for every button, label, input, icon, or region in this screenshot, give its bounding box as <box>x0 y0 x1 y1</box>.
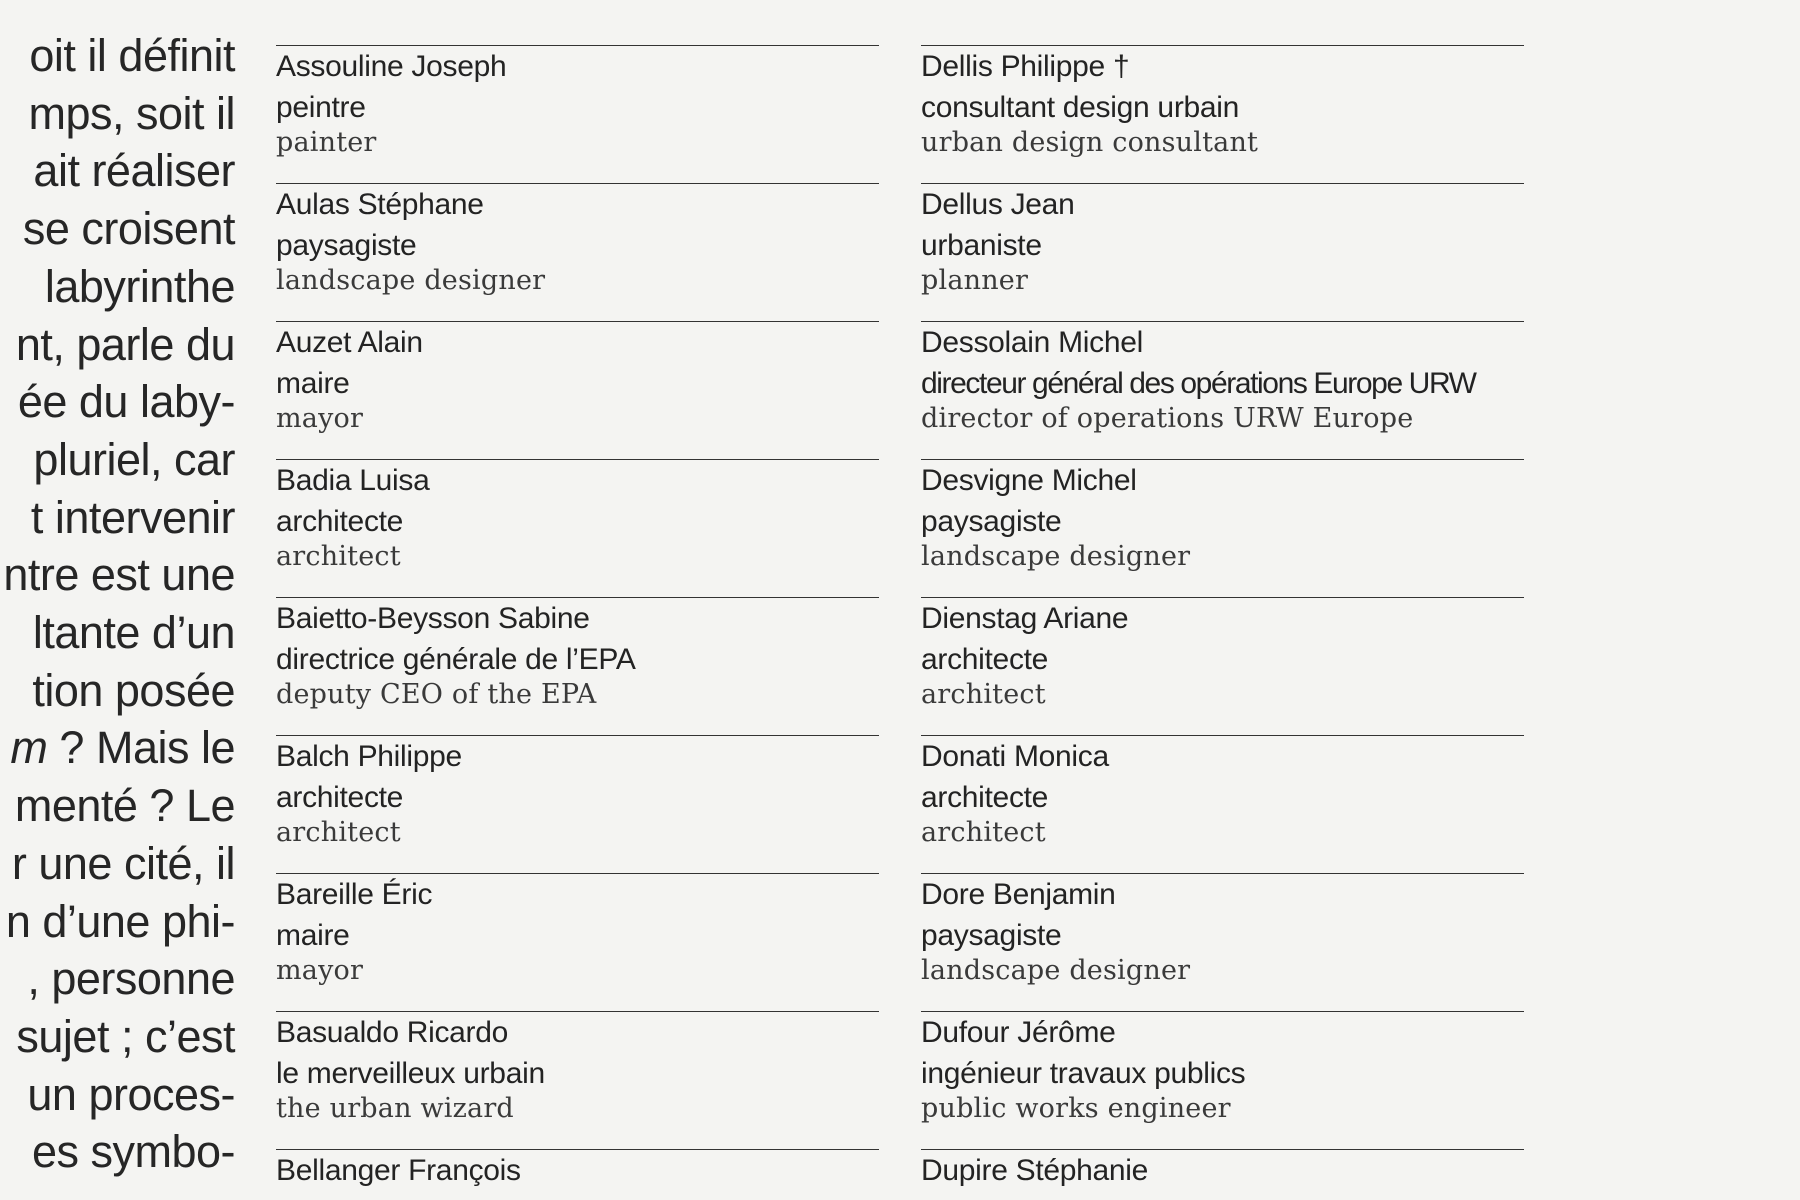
role-french: urbaniste <box>921 229 1042 262</box>
person-name: Badia Luisa <box>276 464 430 497</box>
person-name: Dellus Jean <box>921 188 1075 221</box>
role-french: architecte <box>921 781 1049 814</box>
text-line: ntre est une <box>3 549 235 601</box>
text-line: menté ? Le <box>14 780 235 832</box>
directory-entry <box>921 1011 1524 1149</box>
person-name: Balch Philippe <box>276 740 462 773</box>
role-english: architect <box>921 817 1046 848</box>
directory-entry <box>921 183 1524 321</box>
person-name: Aulas Stéphane <box>276 188 484 221</box>
role-french: architecte <box>921 643 1049 676</box>
role-french: maire <box>276 919 350 952</box>
directory-entry <box>276 321 879 459</box>
role-french: maire <box>276 367 350 400</box>
text-line: r une cité, il <box>11 837 235 889</box>
role-english: mayor <box>276 955 364 986</box>
person-name: Dupire Stéphanie <box>921 1154 1149 1187</box>
text-line: se croisent <box>22 203 235 255</box>
role-english: the urban wizard <box>276 1093 514 1124</box>
role-english: architect <box>276 817 401 848</box>
person-name: Dellis Philippe † <box>921 50 1130 83</box>
text-line: sujet ; c’est <box>16 1010 235 1062</box>
role-english: urban design consultant <box>921 127 1259 158</box>
person-name: Desvigne Michel <box>921 464 1137 497</box>
role-french: peintre <box>276 91 366 124</box>
text-line: un proces- <box>27 1068 235 1120</box>
person-name: Bellanger François <box>276 1154 521 1187</box>
text-line: mps, soit il <box>28 87 235 139</box>
role-french: directrice générale de l’EPA <box>276 643 636 676</box>
directory-entry <box>276 735 879 873</box>
directory-entry <box>921 1149 1524 1200</box>
role-french: consultant design urbain <box>921 91 1240 124</box>
person-name: Dessolain Michel <box>921 326 1143 359</box>
directory-column-left <box>276 45 879 1200</box>
role-english: architect <box>921 679 1046 710</box>
person-name: Assouline Joseph <box>276 50 507 83</box>
italic-fragment: m <box>10 722 48 774</box>
text-line: n d’une phi- <box>5 895 235 947</box>
directory-entry <box>276 873 879 1011</box>
role-french: ingénieur travaux publics <box>921 1057 1246 1090</box>
person-name: Auzet Alain <box>276 326 423 359</box>
role-english: architect <box>276 541 401 572</box>
person-name: Bareille Éric <box>276 878 433 911</box>
role-french: architecte <box>276 781 404 814</box>
person-name: Dufour Jérôme <box>921 1016 1116 1049</box>
role-english: director of operations URW Europe <box>921 403 1414 434</box>
directory-column-right <box>921 45 1524 1200</box>
role-english: public works engineer <box>921 1093 1231 1124</box>
role-french: architecte <box>276 505 404 538</box>
directory-entry <box>276 183 879 321</box>
role-english: landscape designer <box>921 541 1191 572</box>
role-french: paysagiste <box>276 229 417 262</box>
role-english: painter <box>276 127 377 158</box>
text-line: labyrinthe <box>44 260 235 312</box>
role-french: le merveilleux urbain <box>276 1057 545 1090</box>
text-line: t intervenir <box>30 491 235 543</box>
directory-entry <box>276 459 879 597</box>
text-line: pluriel, car <box>33 433 235 485</box>
text-line: tion posée <box>32 664 235 716</box>
role-english: landscape designer <box>276 265 546 296</box>
directory-entry <box>921 873 1524 1011</box>
role-french: paysagiste <box>921 505 1062 538</box>
person-name: Donati Monica <box>921 740 1109 773</box>
person-name: Baietto-Beysson Sabine <box>276 602 590 635</box>
role-english: landscape designer <box>921 955 1191 986</box>
directory-entry <box>276 45 879 183</box>
person-name: Dienstag Ariane <box>921 602 1129 635</box>
text-line: oit il définit <box>29 30 235 81</box>
text-line: ée du laby- <box>17 376 235 428</box>
person-name: Basualdo Ricardo <box>276 1016 509 1049</box>
directory-entry <box>276 1149 879 1200</box>
directory-entry <box>921 45 1524 183</box>
text-line: es symbo- <box>31 1126 235 1178</box>
text-line: , personne <box>27 953 235 1005</box>
directory-entry <box>921 321 1524 459</box>
text-line: nt, parle du <box>15 318 235 370</box>
role-french: paysagiste <box>921 919 1062 952</box>
text-line: ltante d’un <box>32 607 235 659</box>
directory-entry <box>921 459 1524 597</box>
directory-entry <box>921 735 1524 873</box>
directory-entry <box>921 597 1524 735</box>
role-english: planner <box>921 265 1029 296</box>
role-english: deputy CEO of the EPA <box>276 679 597 710</box>
directory-entry <box>276 597 879 735</box>
role-french: directeur général des opérations Europe URW <box>921 367 1476 400</box>
person-name: Dore Benjamin <box>921 878 1116 911</box>
directory-entry <box>276 1011 879 1149</box>
text-line: m ? Mais le <box>10 722 235 774</box>
role-english: mayor <box>276 403 364 434</box>
text-line: ait réaliser <box>33 145 235 197</box>
body-text-column <box>0 27 235 1181</box>
